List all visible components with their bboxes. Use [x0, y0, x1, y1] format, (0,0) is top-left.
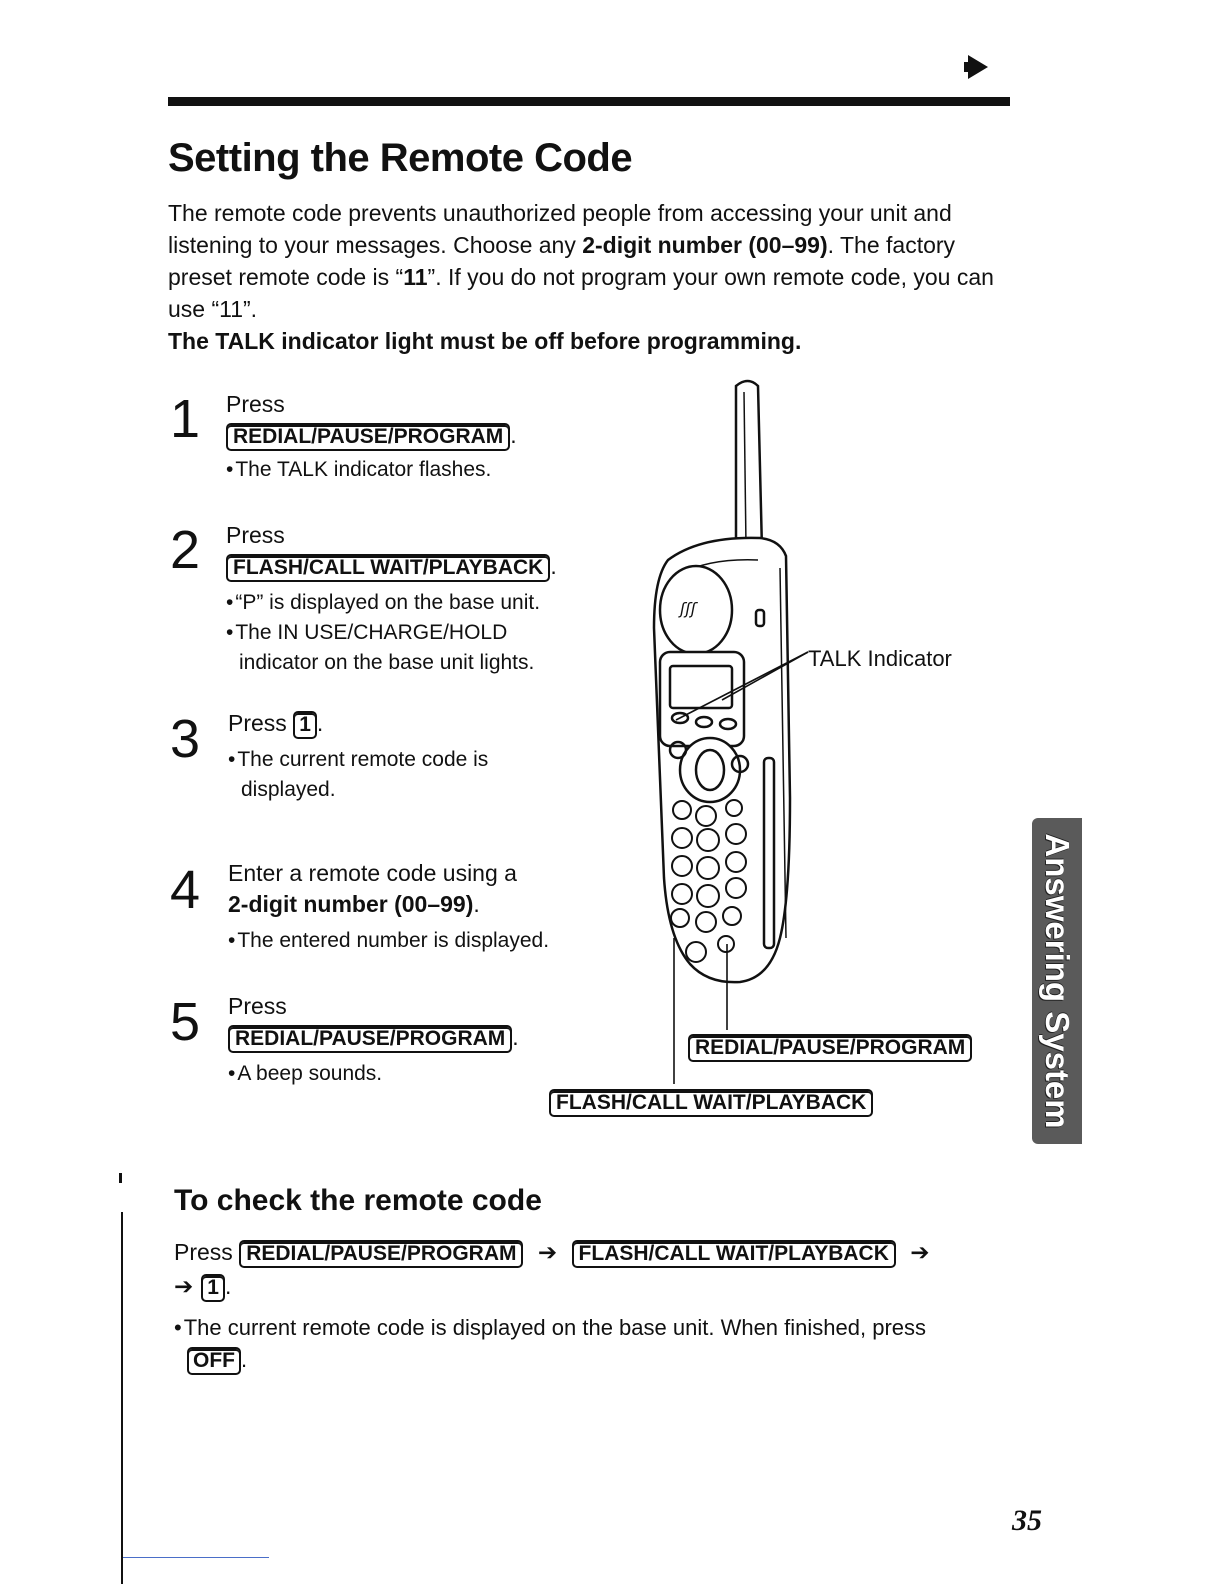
page-title: Setting the Remote Code [168, 136, 633, 180]
check-note: • The current remote code is displayed on the base unit. When finished, press OFF . [174, 1312, 994, 1376]
step-number-3: 3 [170, 709, 201, 769]
arrow-icon: ➔ [910, 1239, 930, 1265]
key-flash-call-wait-playback[interactable]: FLASH/CALL WAIT/PLAYBACK [572, 1240, 896, 1268]
top-rule [168, 97, 1010, 106]
section-tab [1032, 818, 1082, 1144]
next-page-arrow-icon [962, 52, 992, 82]
intro-text: The remote code prevents unauthorized people from accessing your unit and listening to your messages. Choose any 2-digit number (00–99). The factory preset remote code is “11”. If you do not program your own remote code, you can use “11”. [168, 200, 994, 322]
step-number-4: 4 [170, 860, 201, 920]
warning-text: The TALK indicator light must be off before programming. [168, 328, 802, 354]
diagram-leader-lines [640, 378, 1040, 1098]
arrow-icon: ➔ [537, 1239, 558, 1265]
left-margin-rule [121, 1212, 123, 1584]
key-off[interactable]: OFF [187, 1347, 241, 1375]
step-4: Enter a remote code using a 2-digit number (00–99). • The entered number is displayed. [228, 858, 549, 956]
talk-indicator-label: TALK Indicator [808, 646, 952, 671]
key-redial-pause-program[interactable]: REDIAL/PAUSE/PROGRAM [226, 423, 510, 451]
key-redial-pause-program[interactable]: REDIAL/PAUSE/PROGRAM [228, 1025, 512, 1053]
step-number-5: 5 [170, 992, 201, 1052]
step-number-1: 1 [170, 389, 201, 449]
diagram-key-flash-call-wait-playback[interactable]: FLASH/CALL WAIT/PLAYBACK [549, 1089, 873, 1117]
step-number-2: 2 [170, 520, 201, 580]
step-5: Press REDIAL/PAUSE/PROGRAM . • A beep sounds. [228, 991, 519, 1089]
diagram-key-redial-pause-program[interactable]: REDIAL/PAUSE/PROGRAM [688, 1034, 972, 1062]
section-tab-label: Answering System [1039, 833, 1076, 1129]
step-2: Press FLASH/CALL WAIT/PLAYBACK . • “P” is displayed on the base unit. • The IN USE/CHARGE/HOLD indicator on the base unit lights. [226, 520, 557, 678]
intro-paragraph [168, 197, 1008, 357]
page-number: 35 [1012, 1504, 1042, 1537]
key-1[interactable]: 1 [201, 1274, 225, 1302]
margin-mark [119, 1173, 122, 1183]
key-1[interactable]: 1 [293, 711, 317, 739]
step-1: Press REDIAL/PAUSE/PROGRAM . • The TALK indicator flashes. [226, 389, 517, 485]
bottom-rule [123, 1557, 269, 1558]
check-instruction: Press REDIAL/PAUSE/PROGRAM ➔ FLASH/CALL WAIT/PLAYBACK ➔ [174, 1236, 938, 1268]
step-3: Press 1 . • The current remote code is displayed. [228, 708, 488, 805]
arrow-icon: ➔ [174, 1273, 194, 1299]
key-redial-pause-program[interactable]: REDIAL/PAUSE/PROGRAM [239, 1240, 523, 1268]
svg-text:ʃʃʃ: ʃʃʃ [680, 599, 697, 618]
check-instruction-cont: ➔ 1 . [174, 1270, 231, 1302]
key-flash-call-wait-playback[interactable]: FLASH/CALL WAIT/PLAYBACK [226, 554, 550, 582]
check-section-title: To check the remote code [174, 1184, 542, 1217]
